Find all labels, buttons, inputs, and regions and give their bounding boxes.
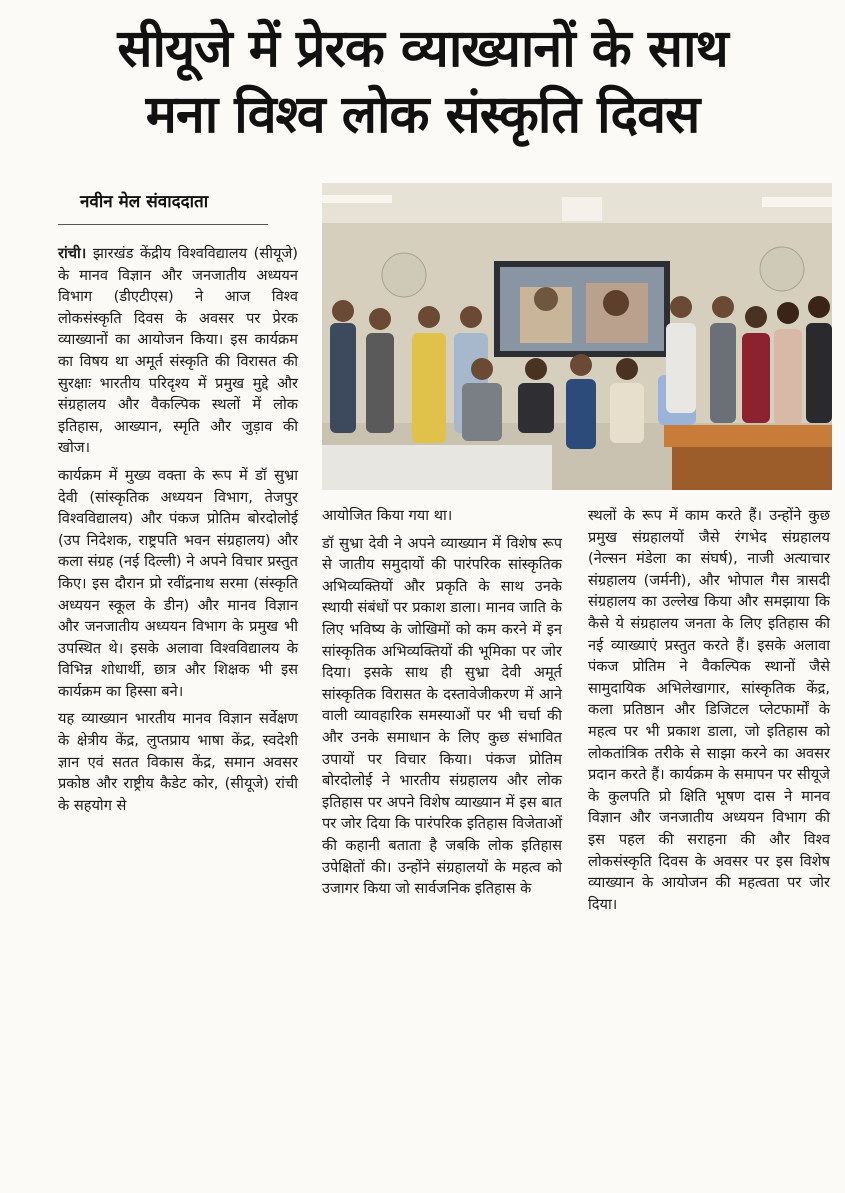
article-paragraph: आयोजित किया गया था। <box>322 507 453 524</box>
article-paragraph: कार्यक्रम में मुख्य वक्ता के रूप में डॉ सुभ्रा देवी (सांस्कृतिक अध्ययन विभाग, तेजपुर विश्वविद्यालय) और पंकज प्रोतिम बोरदोलोई (उप निदेशक, राष्ट्रपति भवन संग्रहालय) और कला संग्रह (नई दिल्ली) ने अपने विचार प्रस्तुत किए। इस दौरान प्रो रवींद्रनाथ सरमा (संस्कृति अध्ययन स्कूल के डीन) और मानव विज्ञान और जनजातीय अध्ययन विभाग के प्रमुख भी उपस्थित थे। इसके अलावा विश्वविद्यालय के विभिन्न शोधार्थी, छात्र और शिक्षक भी इस कार्यक्रम का हिस्सा बने। <box>58 466 298 700</box>
headline-line-1: सीयूजे में प्रेरक व्याख्यानों के साथ <box>117 19 728 79</box>
event-photo <box>322 183 832 490</box>
article-paragraph: यह व्याख्यान भारतीय मानव विज्ञान सर्वेक्षण के क्षेत्रीय केंद्र, लुप्तप्राय भाषा केंद्र, स्वदेशी ज्ञान एवं सतत विकास केंद्र, समान अवसर प्रकोष्ठ और राष्ट्रीय कैडेट कोर, (सीयूजे) रांची के सहयोग से <box>58 710 298 814</box>
byline: नवीन मेल संवाददाता <box>80 192 209 212</box>
dateline: रांची। <box>58 245 87 262</box>
article-paragraph <box>58 243 298 459</box>
event-photo-illustration <box>322 183 832 490</box>
article-column-1 <box>58 243 298 822</box>
article-paragraph: डॉ सुभ्रा देवी ने अपने व्याख्यान में विशेष रूप से जातीय समुदायों की पारंपरिक सांस्कृतिक अभिव्यक्तियों और प्रकृति के साथ उनके स्थायी संबंधों पर प्रकाश डाला। मानव जाति के लिए भविष्य के जोखिमों को कम करने में इन सांस्कृतिक अभिव्यक्तियों की भूमिका पर जोर दिया। इसके साथ ही सुभ्रा देवी अमूर्त सांस्कृतिक विरासत के दस्तावेजीकरण में आने वाली व्यावहारिक समस्याओं पर भी चर्चा की और उनके समाधान के लिए कुछ संभावित उपायों पर विचार किया। पंकज प्रोतिम बोरदोलोई ने भारतीय संग्रहालय और लोक इतिहास पर अपने विशेष व्याख्यान में इस बात पर जोर दिया कि पारंपरिक इतिहास विजेताओं की कहानी बताता है जबकि लोक इतिहास उपेक्षितों की। उन्होंने संग्रहालयों के महत्व को उजागर किया जो सार्वजनिक इतिहास के <box>322 534 562 898</box>
article-column-2 <box>322 505 562 906</box>
paragraph-text: झारखंड केंद्रीय विश्वविद्यालय (सीयूजे) के मानव विज्ञान और जनजातीय अध्ययन विभाग (डीएटीएस) ने आज विश्व लोकसंस्कृति दिवस के अवसर पर प्रेरक व्याख्यानों का आयोजन किया। इस कार्यक्रम का विषय था अमूर्त संस्कृति की विरासत की सुरक्षाः भारतीय परिदृश्य में प्रमुख मुद्दे और संग्रहालय और वैकल्पिक स्थलों में लोक इतिहास, आख्यान, स्मृति और जुड़ाव की खोज। <box>58 245 298 457</box>
headline-line-2: मना विश्व लोक संस्कृति दिवस <box>145 85 700 145</box>
headline <box>0 16 845 148</box>
byline-divider <box>58 224 268 225</box>
article-paragraph: स्थलों के रूप में काम करते हैं। उन्होंने कुछ प्रमुख संग्रहालयों जैसे रंगभेद संग्रहालय (नेल्सन मंडेला का संघर्ष), नाजी अत्याचार संग्रहालय (जर्मनी), और भोपाल गैस त्रासदी संग्रहालय का उल्लेख किया और समझाया कि कैसे ये संग्रहालय जनता के लिए इतिहास की नई व्याख्याएं प्रस्तुत करते हैं। इसके अलावा पंकज प्रोतिम ने वैकल्पिक स्थानों जैसे सामुदायिक अभिलेखागार, सांस्कृतिक केंद्र, कला प्रतिष्ठान और डिजिटल प्लेटफार्मों के महत्व पर भी प्रकाश डाला, जो इतिहास को लोकतांत्रिक तरीके से साझा करने का अवसर प्रदान करते हैं। कार्यक्रम के समापन पर सीयूजे के कुलपति प्रो क्षिति भूषण दास ने मानव विज्ञान और जनजातीय अध्ययन विभाग की इस पहल की सराहना की और विश्व लोकसंस्कृति दिवस के अवसर पर इस विशेष व्याख्यान के आयोजन की महत्वता पर जोर दिया। <box>588 507 830 913</box>
article-column-3 <box>588 505 830 921</box>
